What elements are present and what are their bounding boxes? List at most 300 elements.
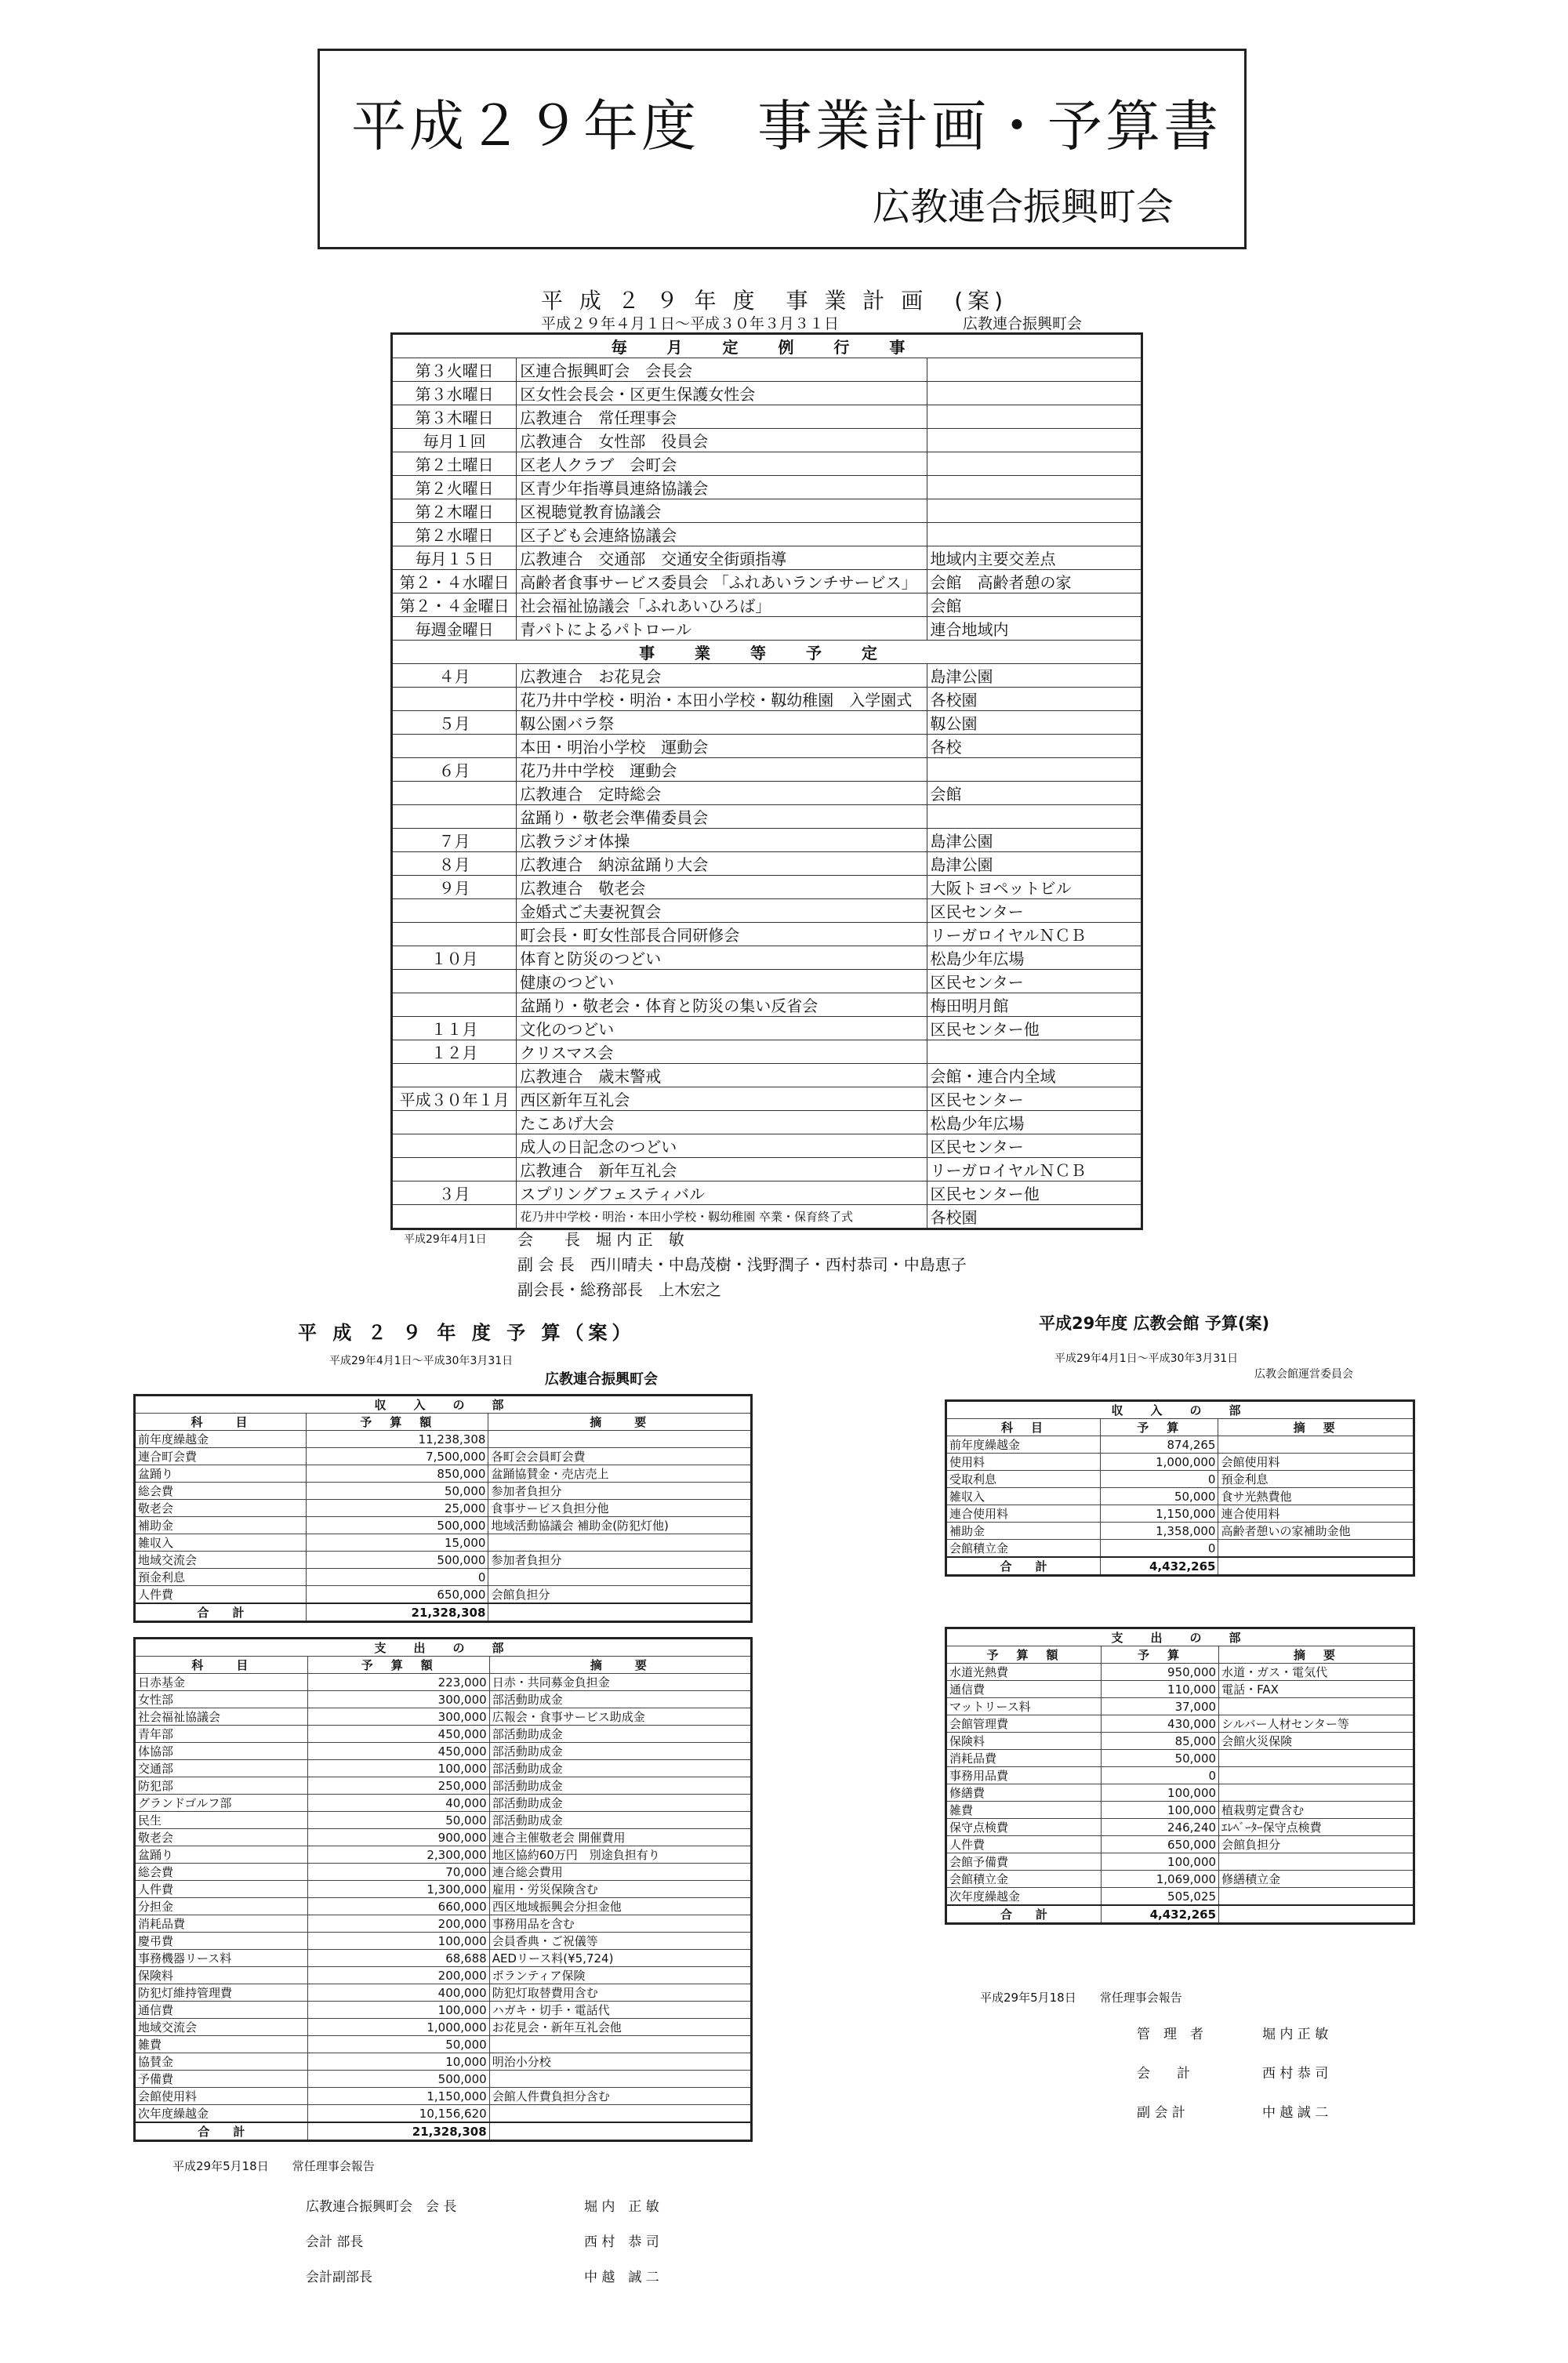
- table-row: [135, 1552, 752, 1569]
- plan-table: [390, 332, 1143, 1230]
- hall-report: 平成29年5月18日 常任理事会報告: [980, 1991, 1182, 2005]
- row-item: 次年度繰越金: [135, 2105, 308, 2123]
- row-when: 平成３０年１月: [392, 1087, 517, 1111]
- row-amount: 300,000: [307, 1708, 489, 1726]
- row-amount: 650,000: [307, 1586, 488, 1604]
- row-item: 次年度繰越金: [946, 1888, 1102, 1906]
- table-row: [135, 1984, 752, 2002]
- row-place: リーガロイヤルＮＣＢ: [927, 923, 1142, 946]
- signature-role: 会 計: [1137, 2066, 1190, 2082]
- budget-expense-table: [133, 1637, 753, 2142]
- column-header: 予 算 額: [946, 1646, 1102, 1664]
- row-note: [488, 1569, 752, 1586]
- row-when: ３月: [392, 1182, 517, 1205]
- row-place: 島津公園: [927, 852, 1142, 876]
- row-note: [1218, 1436, 1414, 1454]
- row-item: 総会費: [135, 1483, 307, 1500]
- total-row: [946, 1557, 1414, 1576]
- row-event: 広教連合 納涼盆踊り大会: [517, 852, 927, 876]
- row-event: 区女性会長会・区更生保護女性会: [517, 382, 927, 405]
- table-row: [946, 1853, 1414, 1871]
- table-row: [946, 1767, 1414, 1784]
- table-row: [135, 1674, 752, 1691]
- table-row: [946, 1436, 1414, 1454]
- row-item: 敬老会: [135, 1829, 308, 1846]
- table-row: [392, 1158, 1142, 1182]
- row-when: ４月: [392, 664, 517, 688]
- row-amount: 100,000: [1101, 1784, 1218, 1802]
- signature-role: 広教連合振興町会 会 長: [306, 2199, 457, 2215]
- row-item: 水道光熱費: [946, 1664, 1102, 1681]
- table-row: [392, 429, 1142, 452]
- row-item: 民生: [135, 1812, 308, 1829]
- row-amount: 246,240: [1101, 1819, 1218, 1836]
- signature-role: 管 理 者: [1137, 2027, 1203, 2042]
- row-note: [1219, 1698, 1414, 1715]
- row-note: [489, 2036, 751, 2053]
- row-note: [488, 1534, 752, 1552]
- budget-period: 平成29年4月1日～平成30年3月31日: [329, 1355, 514, 1367]
- row-amount: 0: [1101, 1767, 1218, 1784]
- header-box: [318, 49, 1247, 249]
- section-header: [946, 1628, 1414, 1646]
- total-note: [489, 2122, 751, 2141]
- row-amount: 1,150,000: [307, 2088, 489, 2105]
- row-place: 各校: [927, 735, 1142, 758]
- row-item: 雑収入: [946, 1488, 1101, 1505]
- row-when: １２月: [392, 1040, 517, 1064]
- table-row: [946, 1888, 1414, 1906]
- table-row: [392, 852, 1142, 876]
- row-note: 食サ光熱費他: [1218, 1488, 1414, 1505]
- row-note: 連合使用料: [1218, 1505, 1414, 1523]
- events-section-header-label: 事 業 等 予 定: [392, 641, 1142, 664]
- row-item: 防犯灯維持管理費: [135, 1984, 308, 2002]
- row-item: 女性部: [135, 1691, 308, 1708]
- total-row: [135, 2122, 752, 2141]
- table-row: [946, 1698, 1414, 1715]
- row-note: 部活動助成金: [489, 1812, 751, 1829]
- row-amount: 300,000: [307, 1691, 489, 1708]
- row-note: 参加者負担分: [488, 1483, 752, 1500]
- row-when: 第３火曜日: [392, 358, 517, 382]
- row-when: [392, 1064, 517, 1087]
- row-event: 花乃井中学校 運動会: [517, 758, 927, 782]
- row-event: 広教連合 交通部 交通安全街頭指導: [517, 546, 927, 570]
- signature-name: 西 村 恭 司: [1262, 2066, 1329, 2082]
- table-row: [135, 1743, 752, 1760]
- monthly-section-header: [392, 334, 1142, 358]
- row-amount: 50,000: [1101, 1488, 1218, 1505]
- row-event: 花乃井中学校・明治・本田小学校・靱幼稚園 卒業・保育終了式: [517, 1205, 927, 1229]
- table-row: [946, 1784, 1414, 1802]
- table-row: [392, 805, 1142, 829]
- table-row: [946, 1505, 1414, 1523]
- row-amount: 40,000: [307, 1795, 489, 1812]
- row-when: 毎週金曜日: [392, 617, 517, 641]
- row-note: [1218, 1540, 1414, 1558]
- row-place: [927, 405, 1142, 429]
- table-row: [135, 1915, 752, 1933]
- table-row: [392, 1111, 1142, 1134]
- row-place: 区民センター: [927, 1134, 1142, 1158]
- signature-name: 堀 内 正 敏: [1262, 2027, 1329, 2042]
- row-place: 各校園: [927, 1205, 1142, 1229]
- row-amount: 25,000: [307, 1500, 488, 1517]
- row-note: 日赤・共同募金負担金: [489, 1674, 751, 1691]
- hall-income-table: [945, 1399, 1415, 1577]
- row-place: 大阪トヨペットビル: [927, 876, 1142, 899]
- row-item: 敬老会: [135, 1500, 307, 1517]
- table-row: [392, 405, 1142, 429]
- row-place: [927, 805, 1142, 829]
- row-note: 預金利息: [1218, 1471, 1414, 1488]
- column-header: 予 算 額: [307, 1414, 488, 1431]
- row-amount: 900,000: [307, 1829, 489, 1846]
- total-row: [946, 1905, 1414, 1924]
- table-row: [946, 1681, 1414, 1698]
- row-place: 区民センター: [927, 970, 1142, 993]
- row-event: 文化のつどい: [517, 1017, 927, 1040]
- section-header-label: 支 出 の 部: [135, 1639, 752, 1657]
- signature-name: 中 越 誠 二: [1262, 2105, 1329, 2121]
- row-when: [392, 1111, 517, 1134]
- table-row: [946, 1471, 1414, 1488]
- row-amount: 10,156,620: [307, 2105, 489, 2123]
- row-note: 会館使用料: [1218, 1454, 1414, 1471]
- row-when: １０月: [392, 946, 517, 970]
- row-amount: 200,000: [307, 1967, 489, 1984]
- row-when: 第２火曜日: [392, 476, 517, 499]
- row-place: [927, 476, 1142, 499]
- row-amount: 850,000: [307, 1465, 488, 1483]
- table-row: [135, 2002, 752, 2019]
- row-note: 会員香典・ご祝儀等: [489, 1933, 751, 1950]
- row-amount: 0: [1101, 1540, 1218, 1558]
- row-event: 広教連合 常任理事会: [517, 405, 927, 429]
- row-event: 区老人クラブ 会町会: [517, 452, 927, 476]
- row-amount: 1,150,000: [1101, 1505, 1218, 1523]
- row-amount: 400,000: [307, 1984, 489, 2002]
- table-row: [946, 1488, 1414, 1505]
- row-when: [392, 1158, 517, 1182]
- table-row: [392, 1134, 1142, 1158]
- row-when: １１月: [392, 1017, 517, 1040]
- table-row: [135, 1448, 752, 1465]
- row-item: 保守点検費: [946, 1819, 1102, 1836]
- row-event: 広教連合 女性部 役員会: [517, 429, 927, 452]
- row-item: 雑費: [135, 2036, 308, 2053]
- row-event: 本田・明治小学校 運動会: [517, 735, 927, 758]
- hall-title: 平成29年度 広教会館 予算(案): [1039, 1314, 1270, 1333]
- row-note: 雇用・労災保険含む: [489, 1881, 751, 1898]
- section-header: [135, 1396, 752, 1414]
- row-place: [927, 758, 1142, 782]
- hall-period: 平成29年4月1日～平成30年3月31日: [1054, 1352, 1239, 1365]
- table-row: [392, 876, 1142, 899]
- plan-sig-vice: 副 会 長 西川晴夫・中島茂樹・浅野潤子・西村恭司・中島恵子: [517, 1255, 967, 1274]
- row-amount: 1,000,000: [307, 2019, 489, 2036]
- table-row: [135, 1898, 752, 1915]
- row-event: 金婚式ご夫妻祝賀会: [517, 899, 927, 923]
- row-amount: 37,000: [1101, 1698, 1218, 1715]
- monthly-section-header-label: 毎 月 定 例 行 事: [392, 334, 1142, 358]
- row-event: 広教連合 歳末警戒: [517, 1064, 927, 1087]
- row-item: 人件費: [946, 1836, 1102, 1853]
- row-when: 第３水曜日: [392, 382, 517, 405]
- table-row: [135, 1569, 752, 1586]
- row-place: 地域内主要交差点: [927, 546, 1142, 570]
- signature-role: 会計副部長: [306, 2270, 372, 2285]
- row-event: 花乃井中学校・明治・本田小学校・靱幼稚園 入学園式: [517, 688, 927, 711]
- row-when: [392, 1205, 517, 1229]
- section-header: [135, 1639, 752, 1657]
- row-event: 成人の日記念のつどい: [517, 1134, 927, 1158]
- row-amount: 100,000: [307, 2002, 489, 2019]
- hall-org: 広教会館運営委員会: [1254, 1368, 1353, 1381]
- row-place: 連合地域内: [927, 617, 1142, 641]
- row-note: 事務用品を含む: [489, 1915, 751, 1933]
- row-event: スプリングフェスティバル: [517, 1182, 927, 1205]
- table-row: [135, 1726, 752, 1743]
- column-header: 予 算: [1101, 1419, 1218, 1436]
- table-row: [946, 1802, 1414, 1819]
- row-item: 社会福祉協議会: [135, 1708, 308, 1726]
- row-amount: 11,238,308: [307, 1431, 488, 1448]
- row-item: 通信費: [135, 2002, 308, 2019]
- row-event: クリスマス会: [517, 1040, 927, 1064]
- row-item: 会館積立金: [946, 1871, 1102, 1888]
- column-header: 予 算: [1101, 1646, 1218, 1664]
- row-note: [1219, 1750, 1414, 1767]
- table-row: [946, 1540, 1414, 1558]
- row-when: [392, 899, 517, 923]
- row-place: [927, 1040, 1142, 1064]
- total-row: [135, 1603, 752, 1622]
- column-headers: [135, 1657, 752, 1674]
- row-note: 各町会会員町会費: [488, 1448, 752, 1465]
- row-when: ７月: [392, 829, 517, 852]
- row-amount: 10,000: [307, 2053, 489, 2071]
- row-when: ９月: [392, 876, 517, 899]
- signature-name: 堀 内 正 敏: [584, 2199, 659, 2215]
- row-amount: 68,688: [307, 1950, 489, 1967]
- row-amount: 85,000: [1101, 1733, 1218, 1750]
- row-item: 連合町会費: [135, 1448, 307, 1465]
- table-row: [392, 946, 1142, 970]
- table-row: [135, 2088, 752, 2105]
- row-note: 部活動助成金: [489, 1760, 751, 1777]
- row-item: 使用料: [946, 1454, 1101, 1471]
- section-header-label: 収 入 の 部: [946, 1401, 1414, 1419]
- row-place: 松島少年広場: [927, 946, 1142, 970]
- row-amount: 1,358,000: [1101, 1523, 1218, 1540]
- table-row: [135, 1483, 752, 1500]
- row-place: 区民センター他: [927, 1182, 1142, 1205]
- table-row: [392, 1087, 1142, 1111]
- table-row: [392, 735, 1142, 758]
- column-headers: [946, 1646, 1414, 1664]
- row-place: 区民センター他: [927, 1017, 1142, 1040]
- row-item: マットリース料: [946, 1698, 1102, 1715]
- row-place: [927, 452, 1142, 476]
- row-item: 日赤基金: [135, 1674, 308, 1691]
- signature-role: 会計 部長: [306, 2234, 364, 2250]
- table-row: [392, 358, 1142, 382]
- table-row: [946, 1454, 1414, 1471]
- row-place: 各校園: [927, 688, 1142, 711]
- table-row: [135, 1933, 752, 1950]
- table-row: [135, 2105, 752, 2123]
- table-row: [392, 758, 1142, 782]
- row-amount: 950,000: [1101, 1664, 1218, 1681]
- document-title: 平成２９年度 事業計画・予算書: [351, 94, 1221, 158]
- row-note: 西区地域振興会分担金他: [489, 1898, 751, 1915]
- column-header: 予 算 額: [307, 1657, 489, 1674]
- row-amount: 110,000: [1101, 1681, 1218, 1698]
- row-amount: 874,265: [1101, 1436, 1218, 1454]
- row-place: [927, 499, 1142, 523]
- table-row: [392, 1040, 1142, 1064]
- budget-title: 平 成 ２ ９ 年 度 予 算（案）: [298, 1322, 636, 1344]
- plan-title: 平 成 ２ ９ 年 度 事 業 計 画 (案): [541, 288, 1008, 314]
- row-place: [927, 358, 1142, 382]
- row-place: 松島少年広場: [927, 1111, 1142, 1134]
- table-row: [135, 2036, 752, 2053]
- column-header: 科 目: [135, 1414, 307, 1431]
- row-when: ６月: [392, 758, 517, 782]
- events-section-header: [392, 641, 1142, 664]
- row-amount: 1,300,000: [307, 1881, 489, 1898]
- row-when: 毎月１回: [392, 429, 517, 452]
- row-event: 盆踊り・敬老会準備委員会: [517, 805, 927, 829]
- row-amount: 1,069,000: [1101, 1871, 1218, 1888]
- row-when: 第２・４水曜日: [392, 570, 517, 593]
- table-row: [135, 1881, 752, 1898]
- table-row: [392, 1182, 1142, 1205]
- row-when: ５月: [392, 711, 517, 735]
- total-label: 合 計: [135, 2122, 308, 2141]
- row-event: 広教連合 お花見会: [517, 664, 927, 688]
- row-item: 防犯部: [135, 1777, 308, 1795]
- row-amount: 430,000: [1101, 1715, 1218, 1733]
- plan-org: 広教連合振興町会: [963, 315, 1083, 332]
- column-header: 摘 要: [1219, 1646, 1414, 1664]
- row-item: 協賛金: [135, 2053, 308, 2071]
- column-header: 科 目: [946, 1419, 1101, 1436]
- table-row: [135, 1777, 752, 1795]
- row-note: 会館負担分: [488, 1586, 752, 1604]
- row-amount: 15,000: [307, 1534, 488, 1552]
- row-amount: 450,000: [307, 1743, 489, 1760]
- row-event: 社会福祉協議会「ふれあいひろば」: [517, 593, 927, 617]
- plan-date: 平成29年4月1日: [404, 1233, 487, 1246]
- row-note: 地域活動協議会 補助金(防犯灯他): [488, 1517, 752, 1534]
- signature-name: 中 越 誠 二: [584, 2270, 659, 2285]
- row-item: 交通部: [135, 1760, 308, 1777]
- row-note: 防犯灯取替費用含む: [489, 1984, 751, 2002]
- column-headers: [946, 1419, 1414, 1436]
- row-place: 会館: [927, 593, 1142, 617]
- row-place: 会館 高齢者憩の家: [927, 570, 1142, 593]
- table-row: [392, 617, 1142, 641]
- table-row: [392, 899, 1142, 923]
- row-amount: 100,000: [307, 1760, 489, 1777]
- row-place: 靱公園: [927, 711, 1142, 735]
- row-amount: 500,000: [307, 1552, 488, 1569]
- table-row: [946, 1871, 1414, 1888]
- column-header: 摘 要: [1218, 1419, 1414, 1436]
- row-item: 雑収入: [135, 1534, 307, 1552]
- row-item: 受取利息: [946, 1471, 1101, 1488]
- table-row: [946, 1750, 1414, 1767]
- total-label: 合 計: [135, 1603, 307, 1622]
- row-note: [489, 2105, 751, 2123]
- row-item: 保険料: [946, 1733, 1102, 1750]
- row-item: 会館予備費: [946, 1853, 1102, 1871]
- row-amount: 660,000: [307, 1898, 489, 1915]
- row-amount: 100,000: [1101, 1802, 1218, 1819]
- row-event: 健康のつどい: [517, 970, 927, 993]
- hall-expense-table: [945, 1627, 1415, 1925]
- row-when: 第２木曜日: [392, 499, 517, 523]
- row-note: 参加者負担分: [488, 1552, 752, 1569]
- row-item: 雑費: [946, 1802, 1102, 1819]
- row-note: [488, 1431, 752, 1448]
- table-row: [946, 1664, 1414, 1681]
- table-row: [392, 664, 1142, 688]
- plan-sig-general: 副会長・総務部長 上木宏之: [517, 1280, 721, 1299]
- table-row: [135, 1950, 752, 1967]
- budget-report: 平成29年5月18日 常任理事会報告: [172, 2159, 375, 2173]
- row-note: お花見会・新年互礼会他: [489, 2019, 751, 2036]
- plan-sig-president: 会 長 堀 内 正 敏: [517, 1230, 684, 1249]
- row-when: [392, 923, 517, 946]
- row-amount: 500,000: [307, 1517, 488, 1534]
- row-amount: 50,000: [307, 1483, 488, 1500]
- row-event: 青パトによるパトロール: [517, 617, 927, 641]
- column-headers: [135, 1414, 752, 1431]
- table-row: [946, 1523, 1414, 1540]
- plan-period: 平成２９年４月１日～平成３０年３月３１日: [541, 315, 840, 332]
- row-event: 区視聴覚教育協議会: [517, 499, 927, 523]
- row-note: 地区協約60万円 別途負担有り: [489, 1846, 751, 1864]
- row-item: 分担金: [135, 1898, 308, 1915]
- table-row: [135, 2019, 752, 2036]
- row-amount: 100,000: [1101, 1853, 1218, 1871]
- row-event: 区連合振興町会 会長会: [517, 358, 927, 382]
- row-note: AEDリース料(¥5,724): [489, 1950, 751, 1967]
- row-note: 部活動助成金: [489, 1726, 751, 1743]
- row-note: [1219, 1767, 1414, 1784]
- row-note: 高齢者憩いの家補助金他: [1218, 1523, 1414, 1540]
- row-place: [927, 429, 1142, 452]
- row-amount: 1,000,000: [1101, 1454, 1218, 1471]
- row-when: 第２・４金曜日: [392, 593, 517, 617]
- table-row: [135, 1795, 752, 1812]
- table-row: [946, 1733, 1414, 1750]
- table-row: [392, 970, 1142, 993]
- row-event: 靱公園バラ祭: [517, 711, 927, 735]
- row-event: 広教ラジオ体操: [517, 829, 927, 852]
- row-item: 消耗品費: [946, 1750, 1102, 1767]
- row-event: 西区新年互礼会: [517, 1087, 927, 1111]
- column-header: 摘 要: [488, 1414, 752, 1431]
- row-note: 会館人件費負担分含む: [489, 2088, 751, 2105]
- table-row: [392, 1064, 1142, 1087]
- row-when: 第３木曜日: [392, 405, 517, 429]
- row-amount: 0: [307, 1569, 488, 1586]
